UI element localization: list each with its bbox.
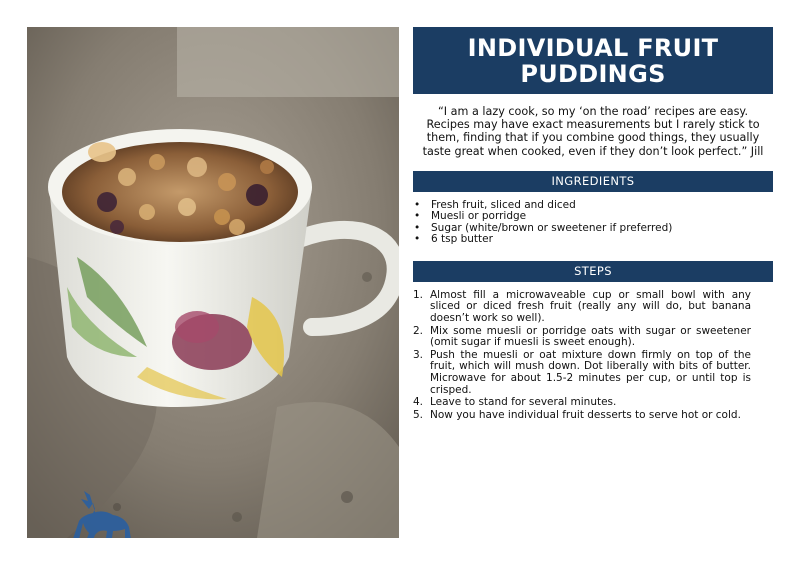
bullet-icon: • [414,233,421,246]
step-number: 1. [413,288,424,301]
mug-photo-illustration [27,27,399,538]
recipe-content [413,27,773,422]
ingredients-header [413,171,773,192]
recipe-photo [27,27,399,538]
ingredients-list [413,200,773,246]
step-item [413,350,773,396]
step-number: 3. [413,348,424,361]
ingredient-text: Sugar (white/brown or sweetener if preferred) [431,221,673,234]
bullet-icon: • [414,198,421,211]
steps-list [413,290,773,422]
steps-header [413,261,773,282]
step-number: 5. [413,408,424,421]
step-text: Now you have individual fruit desserts to serve hot or cold. [430,408,741,421]
step-text: Leave to stand for several minutes. [430,396,617,409]
title-banner [413,27,773,94]
ingredients-heading: INGREDIENTS [551,174,635,189]
step-text: Push the muesli or oat mixture down firmly on top of the fruit, which will mush down. Dot liberally with bits of butter. Microwave for about 1.5-2 minutes per cup, or until top is crisped. [430,348,751,396]
step-text: Mix some muesli or porridge oats with sugar or sweetener (omit sugar if muesli is sweet enough). [430,324,751,349]
ingredient-text: Fresh fruit, sliced and diced [431,198,576,211]
step-item [413,290,773,325]
step-item [413,410,773,422]
ingredient-text: Muesli or porridge [431,210,527,223]
step-item [413,326,773,349]
bullet-icon: • [414,210,421,223]
ingredient-item [413,234,773,246]
steps-heading: STEPS [574,264,612,279]
stag-logo-icon [59,479,137,538]
recipe-quote: “I am a lazy cook, so my ‘on the road’ recipes are easy. Recipes may have exact measurements but I rarely stick to them, finding that if you combine good things, they usually taste great when cooked, even if they don’t look perfect.” Jill [422,105,764,158]
step-text: Almost fill a microwaveable cup or small bowl with any sliced or diced fresh fruit (really any will do, but banana doesn’t work so well). [430,288,751,324]
step-number: 2. [413,324,424,337]
bullet-icon: • [414,221,421,234]
recipe-title: INDIVIDUAL FRUIT PUDDINGS [467,33,719,88]
step-item [413,397,773,409]
step-number: 4. [413,396,424,409]
ingredient-text: 6 tsp butter [431,233,493,246]
